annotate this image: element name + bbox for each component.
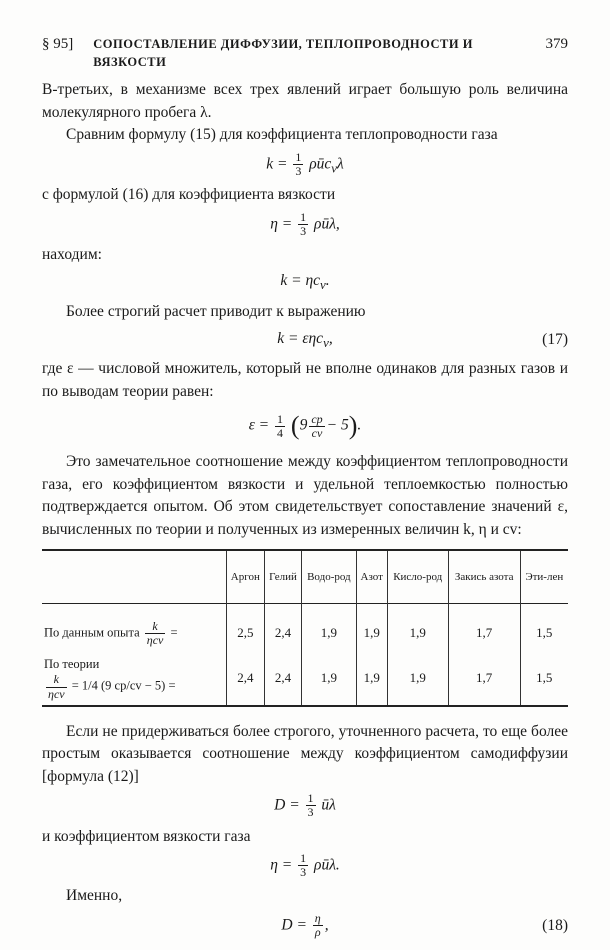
formula-viscosity: η = $\frac{1}{3}$ ρūλ,	[270, 209, 340, 238]
column-nitrous-oxide: Закись азота	[448, 550, 520, 604]
formula-self-diffusion: D = $\frac{1}{3}$ ūλ	[274, 791, 336, 820]
column-oxygen: Кисло-род	[387, 550, 448, 604]
page-number: 379	[545, 36, 568, 52]
column-nitrogen: Азот	[356, 550, 387, 604]
column-argon: Аргон	[226, 550, 264, 604]
paragraph-8: Если не придерживаться более строгого, уточненного расчета, то еще более простым оказывается соотношение между коэффициентом самодиффузии [формула (12)]	[42, 722, 568, 785]
formula-thermal-conductivity: k = $\frac{1}{3}$ ρūc$_v$λ	[266, 149, 344, 178]
column-helium: Гелий	[265, 550, 302, 604]
table-row-theory: По теории $\frac{k}{\text{ηcv}}$ = 1/4 (9 cp/cv − 5) = 2,4 2,4 1,9 1,9 1,9 1,7 1,5	[42, 651, 568, 706]
section-number: § 95]	[42, 36, 74, 52]
formula-viscosity-2: η = $\frac{1}{3}$ ρūλ.	[270, 851, 340, 880]
paragraph-9: и коэффициентом вязкости газа	[42, 827, 251, 845]
formula-epsilon: ε = $\frac{1}{4}$ (9 $\frac{cp}{cv}$ − 5).	[248, 411, 362, 441]
column-hydrogen: Водо-род	[301, 550, 356, 604]
paragraph-10: Именно,	[66, 887, 123, 905]
paragraph-1: В-третьих, в механизме всех трех явлений играет большую роль величина молекулярного пробега λ.	[42, 81, 568, 121]
page-header	[42, 34, 568, 71]
paragraph-3: с формулой (16) для коэффициента вязкости	[42, 186, 336, 204]
paragraph-6: где ε — числовой множитель, который не вполне одинаков для разных газов и по выводам теории равен:	[42, 360, 568, 400]
comparison-table	[42, 549, 568, 707]
paragraph-2: Сравним формулу (15) для коэффициента теплопроводности газа	[66, 126, 498, 144]
running-title: СОПОСТАВЛЕНИЕ ДИФФУЗИИ, ТЕПЛОПРОВОДНОСТИ И ВЯЗКОСТИ	[93, 37, 473, 70]
paragraph-4: находим:	[42, 245, 102, 263]
paragraph-5: Более строгий расчет приводит к выражению	[66, 303, 366, 321]
book-page	[42, 34, 568, 945]
column-ethylene: Эти-лен	[520, 550, 568, 604]
equation-number-18: (18)	[542, 916, 568, 934]
table-row-experiment: По данным опыта $\frac{k}{\text{ηcv}}$ = 2,5 2,4 1,9 1,9 1,9 1,7 1,5	[42, 603, 568, 651]
table-header-row	[42, 550, 568, 604]
paragraph-7: Это замечательное соотношение между коэффициентом теплопроводности газа, его коэффициентом вязкости и удельной теплоемкостью полностью подтверждается опытом. Об этом свидетельствует сопоставление значений ε, вычисленных по теории и полученных из измеренных величин k, η и cv:	[42, 453, 568, 538]
formula-k-eta-cv: $k = \eta c_v$.	[280, 272, 330, 293]
formula-17: k = εηc$_v$, (17)	[277, 329, 568, 350]
equation-number-17: (17)	[542, 330, 568, 348]
formula-18: D = $\frac{\eta}{\rho}$ , (18)	[281, 910, 568, 940]
